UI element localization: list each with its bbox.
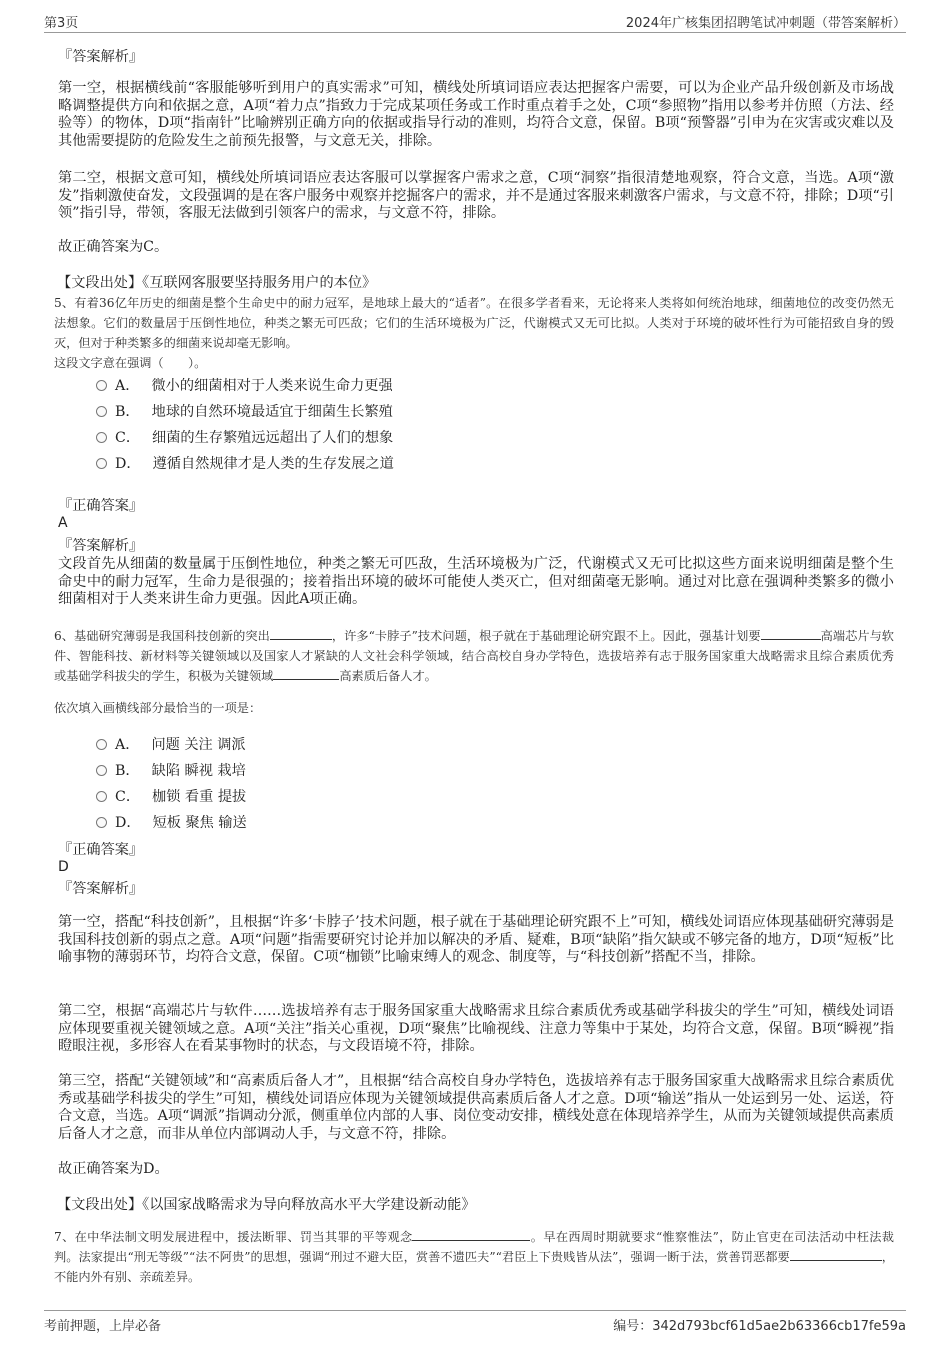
document-title: 2024年广核集团招聘笔试冲刺题（带答案解析）: [625, 16, 906, 31]
radio-icon[interactable]: [96, 765, 107, 776]
radio-icon[interactable]: [96, 380, 107, 391]
q5-answer-label: 『正确答案』: [58, 498, 144, 514]
blank-line: [270, 626, 332, 640]
page-header: [44, 10, 906, 33]
q6-analysis-para-3: 第三空，搭配“关键领域”和“高素质后备人才”，且根据“结合高校自身办学特色，选拔培养有志于服务国家重大战略需求且综合素质优秀或基础学科拔尖的学生”可知，横线处词语应体现为关键领域提供高素质后备人才之意。D项“输送”指从一处运到另一处、运送，符合文意，当选。A项“调派”指调动分派，侧重单位内部的人事、岗位变动安排，横线处意在体现培养学生，从而为关键领域提供高素质后备人才之意，而非从单位内部调动人手，与文意不符，排除。: [58, 1073, 894, 1142]
q6-prompt: 依次填入画横线部分最恰当的一项是：: [54, 701, 262, 715]
blank-line: [273, 666, 339, 680]
q5-option-c[interactable]: C． 细菌的生存繁殖远远超出了人们的想象: [96, 428, 393, 448]
footer-slogan: 考前押题，上岸必备: [44, 1319, 162, 1334]
q7-stem: 7、在中华法制文明发展进程中，援法断罪、罚当其罪的平等观念 。早在西周时期就要求“惟察惟法”，防止官吏在司法活动中枉法裁判。法家提出“刑无等级”“法不阿贵”的思想，强调“刑过不避大臣，赏善不遗匹夫”“君臣上下贵贱皆从法”，强调一断于法，赏善罚恶都要 ，不能内外有别、亲疏差异。: [54, 1227, 894, 1287]
blank-line: [761, 626, 821, 640]
q6-conclusion: 故正确答案为D。: [58, 1161, 169, 1177]
q6-analysis-para-2: 第二空，根据“高端芯片与软件……选拔培养有志于服务国家重大战略需求且综合素质优秀或基础学科拔尖的学生”可知，横线处词语应体现要重视关键领域之意。A项“关注”指关心重视，D项“聚焦”比喻视线、注意力等集中于某处，均符合文意，保留。B项“瞬视”指瞪眼注视，多形容人在看某事物时的状态，与文段语境不符，排除。: [58, 1003, 894, 1054]
radio-icon[interactable]: [96, 791, 107, 802]
q5-analysis: 文段首先从细菌的数量属于压倒性地位，种类之繁无可匹敌，生活环境极为广泛，代谢模式又无可比拟这些方面来说明细菌是整个生命史中的耐力冠军，生命力是很强的；接着指出环境的破坏可能使人类灭亡，但对细菌毫无影响。通过对比意在强调种类繁多的微小细菌相对于人类来讲生命力更强。因此A项正确。: [58, 556, 894, 607]
q6-option-d[interactable]: D． 短板 聚焦 输送: [96, 813, 247, 833]
q5-prompt: 这段文字意在强调（ ）。: [54, 356, 207, 370]
q5-option-d[interactable]: D． 遵循自然规律才是人类的生存发展之道: [96, 454, 394, 474]
q6-option-c[interactable]: C． 枷锁 看重 提拔: [96, 787, 246, 807]
q4-conclusion: 故正确答案为C。: [58, 239, 169, 255]
q5-stem: 5、有着36亿年历史的细菌是整个生命史中的耐力冠军，是地球上最大的“适者”。在很多学者看来，无论将来人类将如何统治地球，细菌地位的改变仍然无法想象。它们的数量居于压倒性地位，种类之繁无可匹敌；它们的生活环境极为广泛，代谢模式又无可比拟。人类对于环境的破坏性行为可能招致自身的毁灭，但对于种类繁多的细菌来说却毫无影响。: [54, 296, 894, 350]
page-number: 第3页: [44, 16, 79, 31]
q4-source: 【文段出处】《互联网客服要坚持服务用户的本位》: [57, 275, 377, 291]
radio-icon[interactable]: [96, 817, 107, 828]
radio-icon[interactable]: [96, 739, 107, 750]
q6-analysis-label: 『答案解析』: [58, 881, 144, 897]
page-footer: [44, 1310, 906, 1334]
q4-analysis-para-2: 第二空，根据文意可知，横线处所填词语应表达客服可以掌握客户需求之意，C项“洞察”指很清楚地观察，符合文意，当选。A项“激发”指刺激使奋发，文段强调的是在客户服务中观察并挖掘客户的需求，并不是通过客服来刺激客户需求，与文意不符，排除；D项“引领”指引导，带领，客服无法做到引领客户的需求，与文意不符，排除。: [58, 170, 894, 221]
q6-analysis-para-1: 第一空，搭配“科技创新”，且根据“许多‘卡脖子’技术问题，根子就在于基础理论研究跟不上”可知，横线处词语应体现基础研究薄弱是我国科技创新的弱点之意。A项“问题”指需要研究讨论并加以解决的矛盾、疑难，B项“缺陷”指欠缺或不够完备的地方，D项“短板”比喻事物的薄弱环节，均符合文意，保留。C项“枷锁”比喻束缚人的观念、制度等，与“科技创新”搭配不当，排除。: [58, 914, 894, 965]
q6-option-b[interactable]: B． 缺陷 瞬视 栽培: [96, 761, 246, 781]
q5-option-a[interactable]: A． 微小的细菌相对于人类来说生命力更强: [96, 376, 393, 396]
q6-answer-label: 『正确答案』: [58, 842, 144, 858]
radio-icon[interactable]: [96, 406, 107, 417]
document-code: 编号：342d793bcf61d5ae2b63366cb17fe59a: [613, 1319, 906, 1334]
q4-analysis-para-1: 第一空，根据横线前“客服能够听到用户的真实需求”可知，横线处所填词语应表达把握客户需要，可以为企业产品升级创新及市场战略调整提供方向和依据之意，A项“着力点”指致力于完成某项任务或工作时重点着手之处，C项“参照物”指用以参考并仿照（方法、经验等）的物体，D项“指南针”比喻辨别正确方向的依据或指导行动的准则，均符合文意，保留。B项“预警器”引申为在灾害或灾难以及其他需要提防的危险发生之前预先报警，与文意无关，排除。: [58, 80, 894, 149]
blank-line: [412, 1227, 530, 1241]
q6-stem: 6、基础研究薄弱是我国科技创新的突出 ，许多“卡脖子”技术问题，根子就在于基础理论研究跟不上。因此，强基计划要 高端芯片与软件、智能科技、新材料等关键领域以及国家人才紧缺的人文社会科学领域，结合高校自身办学特色，选拔培养有志于服务国家重大战略需求且综合素质优秀或基础学科拔尖的学生，积极为关键领域 高素质后备人才。: [54, 626, 894, 686]
radio-icon[interactable]: [96, 432, 107, 443]
q5-analysis-label: 『答案解析』: [58, 538, 144, 554]
q5-answer: A: [58, 515, 68, 531]
radio-icon[interactable]: [96, 458, 107, 469]
q4-analysis-label: 『答案解析』: [58, 49, 144, 65]
q5-option-b[interactable]: B． 地球的自然环境最适宜于细菌生长繁殖: [96, 402, 393, 422]
blank-line: [790, 1247, 882, 1261]
q6-source: 【文段出处】《以国家战略需求为导向释放高水平大学建设新动能》: [57, 1197, 476, 1213]
q6-answer: D: [58, 859, 69, 875]
q6-option-a[interactable]: A． 问题 关注 调派: [96, 735, 246, 755]
